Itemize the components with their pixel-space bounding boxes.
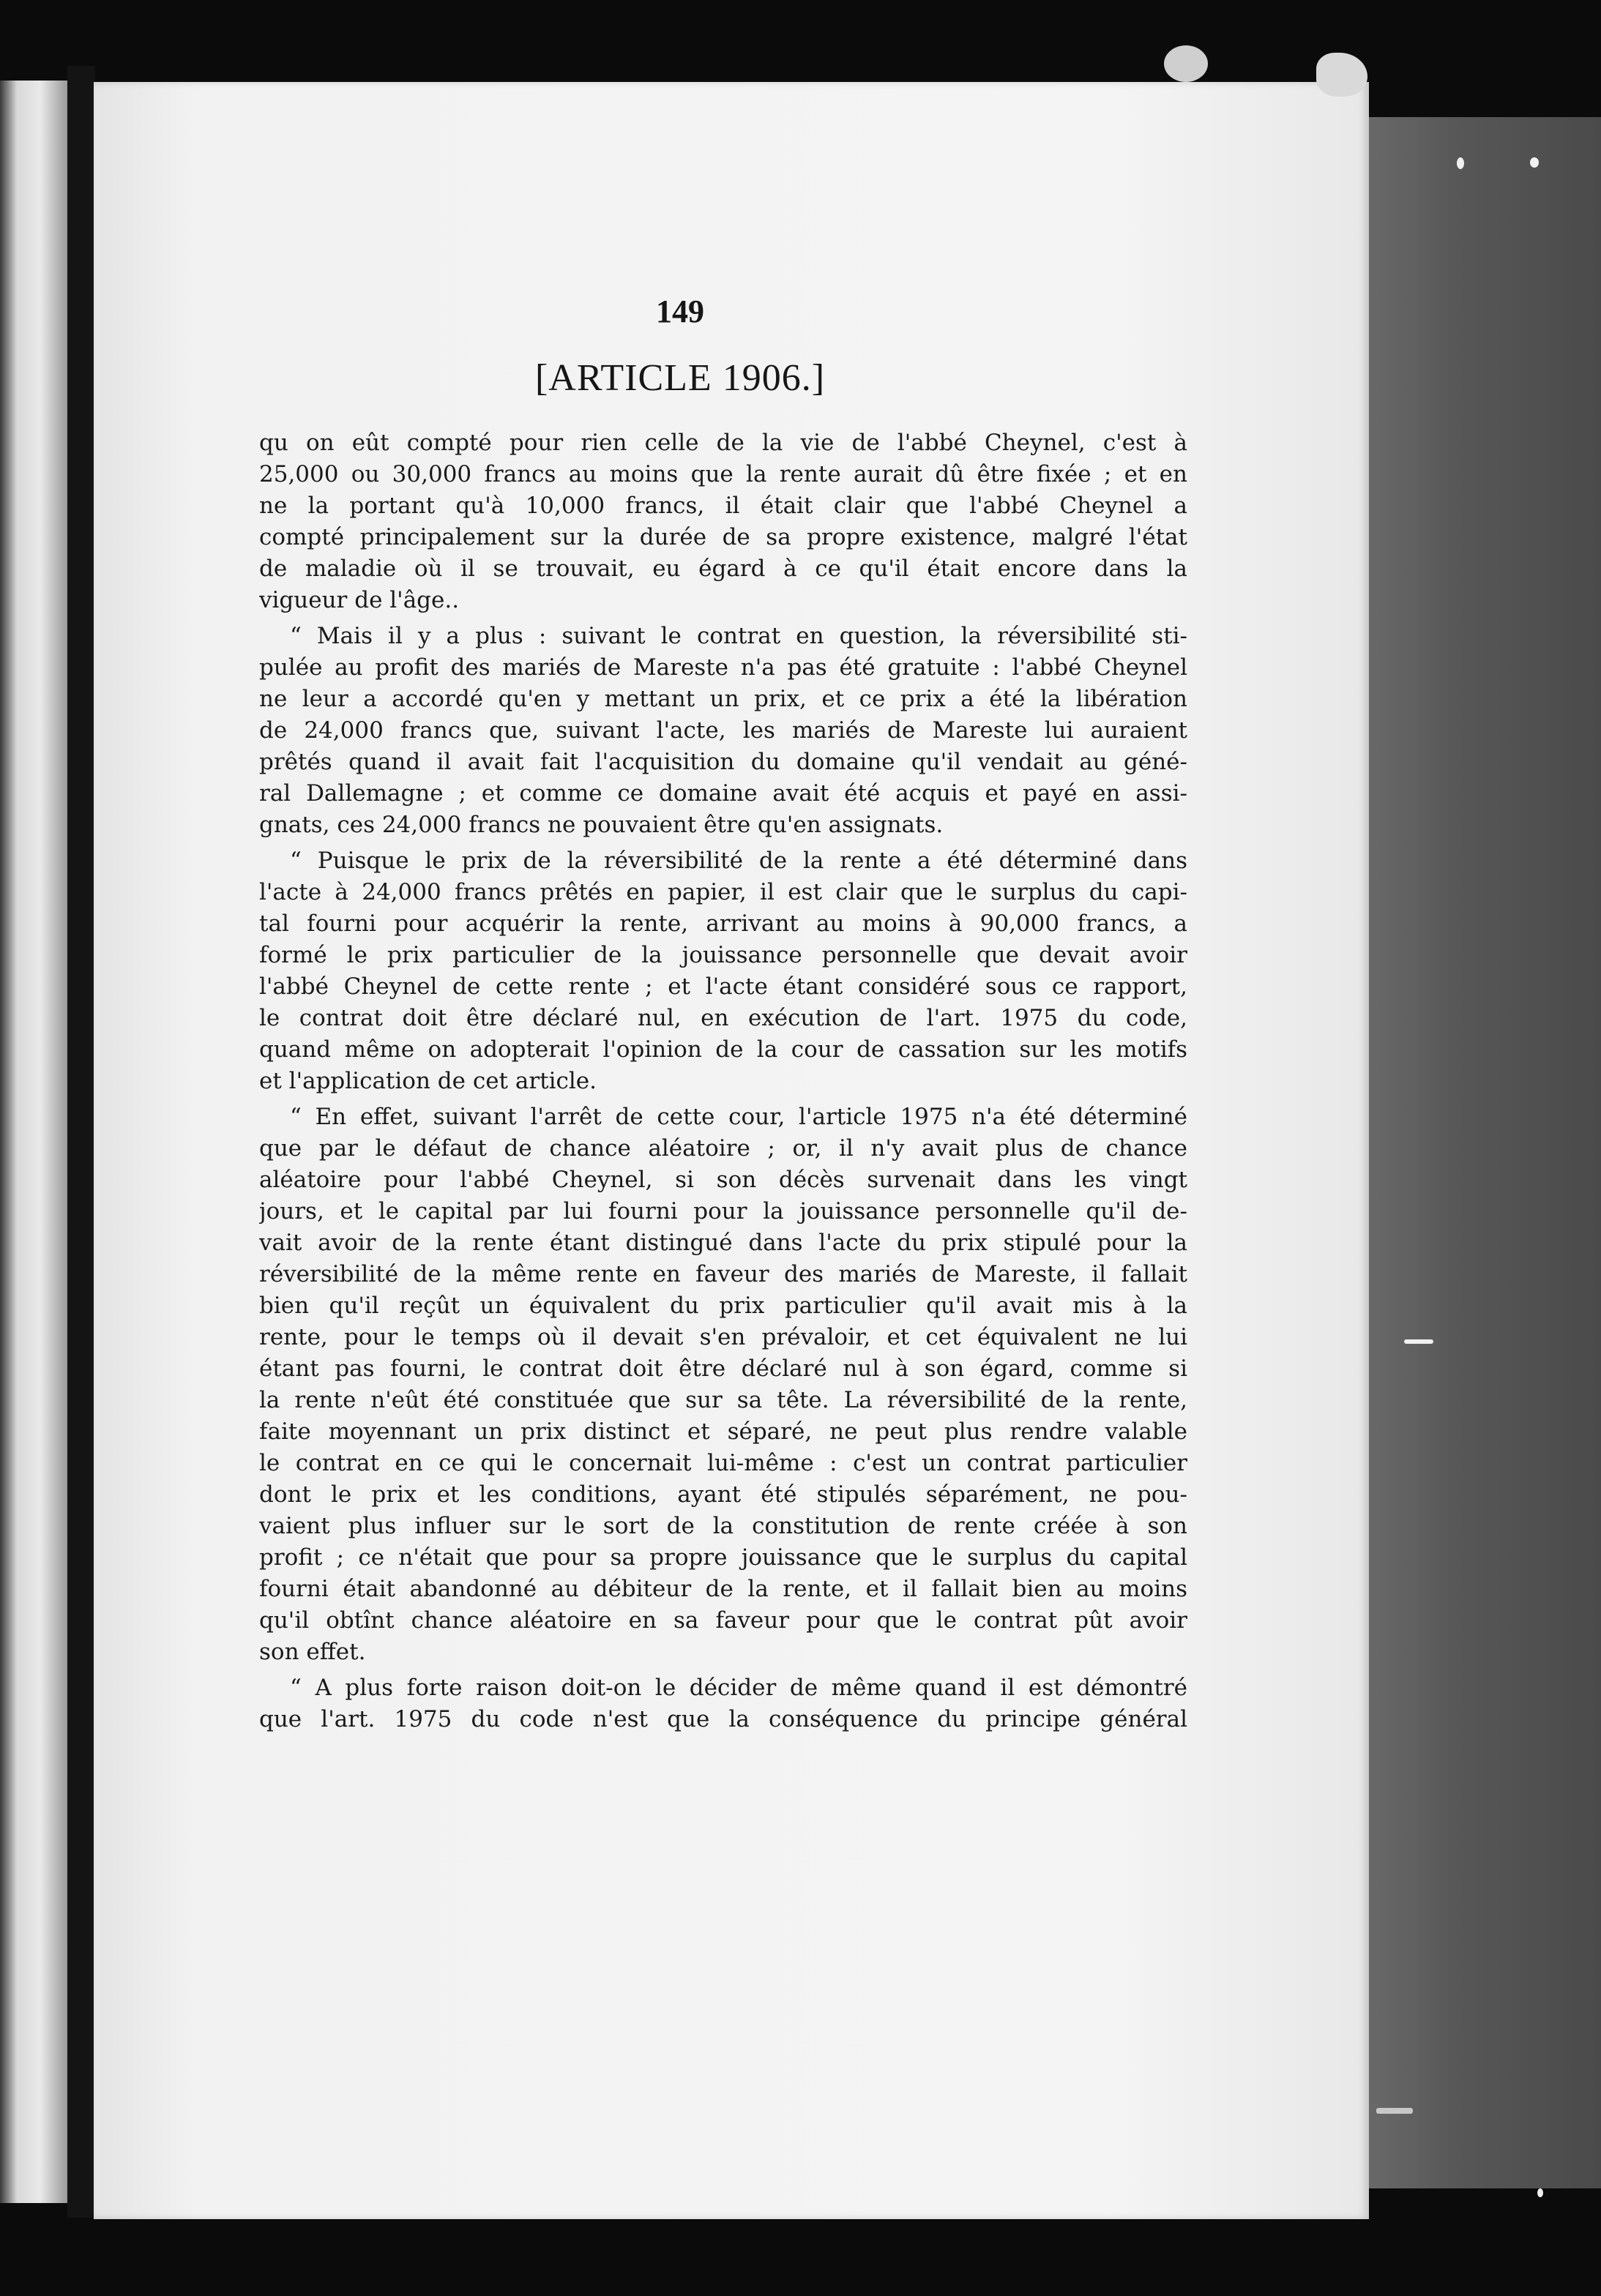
paragraph (259, 621, 1187, 841)
text-line: étant pas fourni, le contrat doit être déclaré nul à son égard, comme si (259, 1355, 1187, 1382)
text-line: le contrat en ce qui le concernait lui-même : c'est un contrat particulier (259, 1450, 1187, 1476)
scan-blot (1316, 53, 1367, 97)
text-line: “ Puisque le prix de la réversibilité de la rente a été déterminé dans (290, 848, 1187, 874)
text-line: la rente n'eût été constituée que sur sa tête. La réversibilité de la rente, (259, 1387, 1187, 1413)
dust-speck (1530, 157, 1539, 168)
text-line: rente, pour le temps où il devait s'en prévaloir, et cet équivalent ne lui (259, 1324, 1187, 1350)
text-line: ral Dallemagne ; et comme ce domaine avait été acquis et payé en assi- (259, 780, 1187, 807)
text-line: faite moyennant un prix distinct et séparé, ne peut plus rendre valable (259, 1418, 1187, 1445)
text-line: réversibilité de la même rente en faveur des mariés de Mareste, il fallait (259, 1261, 1187, 1287)
dust-speck (1457, 157, 1464, 169)
text-line: “ A plus forte raison doit-on le décider de même quand il est démontré (290, 1675, 1187, 1701)
text-line: qu'il obtînt chance aléatoire en sa faveur pour que le contrat pût avoir (259, 1607, 1187, 1634)
text-line: pulée au profit des mariés de Mareste n'a pas été gratuite : l'abbé Cheynel (259, 654, 1187, 681)
text-line: profit ; ce n'était que pour sa propre jouissance que le surplus du capital (259, 1544, 1187, 1571)
text-line: tal fourni pour acquérir la rente, arrivant au moins à 90,000 francs, a (259, 910, 1187, 937)
text-line: fourni était abandonné au débiteur de la rente, et il fallait bien au moins (259, 1576, 1187, 1602)
text-line: aléatoire pour l'abbé Cheynel, si son décès survenait dans les vingt (259, 1167, 1187, 1193)
dust-speck (1404, 1339, 1433, 1344)
text-line: jours, et le capital par lui fourni pour la jouissance personnelle qu'il de- (259, 1198, 1187, 1224)
text-line: vait avoir de la rente étant distingué dans l'acte du prix stipulé pour la (259, 1230, 1187, 1256)
text-line: 25,000 ou 30,000 francs au moins que la rente aurait dû être fixée ; et en (259, 461, 1187, 487)
article-header: [ARTICLE 1906.] (534, 357, 826, 399)
text-line: de 24,000 francs que, suivant l'acte, les mariés de Mareste lui auraient (259, 717, 1187, 744)
text-line: quand même on adopterait l'opinion de la cour de cassation sur les motifs (259, 1036, 1187, 1063)
dust-speck (1537, 2188, 1543, 2197)
text-line: ne leur a accordé qu'en y mettant un prix, et ce prix a été la libération (259, 686, 1187, 712)
paragraph (259, 427, 1187, 616)
page-body-text (259, 427, 1187, 1735)
text-line: son effet. (259, 1639, 366, 1665)
text-line: que par le défaut de chance aléatoire ; or, il n'y avait plus de chance (259, 1135, 1187, 1162)
text-line: compté principalement sur la durée de sa propre existence, malgré l'état (259, 524, 1187, 550)
page-number: 149 (656, 293, 704, 329)
book-page (94, 82, 1369, 2219)
scan-background-shadow (1363, 117, 1601, 2188)
text-line: que l'art. 1975 du code n'est que la conséquence du principe général (259, 1706, 1187, 1732)
text-line: prêtés quand il avait fait l'acquisition du domaine qu'il vendait au géné- (259, 749, 1187, 775)
dust-speck (1376, 2108, 1413, 2114)
text-line: formé le prix particulier de la jouissance personnelle que devait avoir (259, 942, 1187, 968)
text-line: vigueur de l'âge.. (259, 587, 460, 613)
text-line: gnats, ces 24,000 francs ne pouvaient être qu'en assignats. (259, 812, 944, 838)
text-line: le contrat doit être déclaré nul, en exécution de l'art. 1975 du code, (259, 1005, 1187, 1031)
text-line: “ Mais il y a plus : suivant le contrat en question, la réversibilité sti- (290, 623, 1187, 649)
text-line: bien qu'il reçût un équivalent du prix particulier qu'il avait mis à la (259, 1293, 1187, 1319)
text-line: ne la portant qu'à 10,000 francs, il était clair que l'abbé Cheynel a (259, 493, 1187, 519)
text-line: et l'application de cet article. (259, 1068, 597, 1094)
text-line: dont le prix et les conditions, ayant été stipulés séparément, ne pou- (259, 1481, 1187, 1508)
text-line: l'acte à 24,000 francs prêtés en papier, il est clair que le surplus du capi- (259, 879, 1187, 905)
text-line: vaient plus influer sur le sort de la constitution de rente créée à son (259, 1513, 1187, 1539)
dust-speck (1164, 45, 1208, 82)
paragraph (259, 845, 1187, 1097)
text-line: qu on eût compté pour rien celle de la vie de l'abbé Cheynel, c'est à (259, 430, 1187, 456)
text-line: “ En effet, suivant l'arrêt de cette cour, l'article 1975 n'a été déterminé (290, 1104, 1187, 1130)
paragraph (259, 1102, 1187, 1668)
text-line: de maladie où il se trouvait, eu égard à ce qu'il était encore dans la (259, 556, 1187, 582)
paragraph (259, 1672, 1187, 1735)
text-line: l'abbé Cheynel de cette rente ; et l'acte étant considéré sous ce rapport, (259, 973, 1187, 1000)
